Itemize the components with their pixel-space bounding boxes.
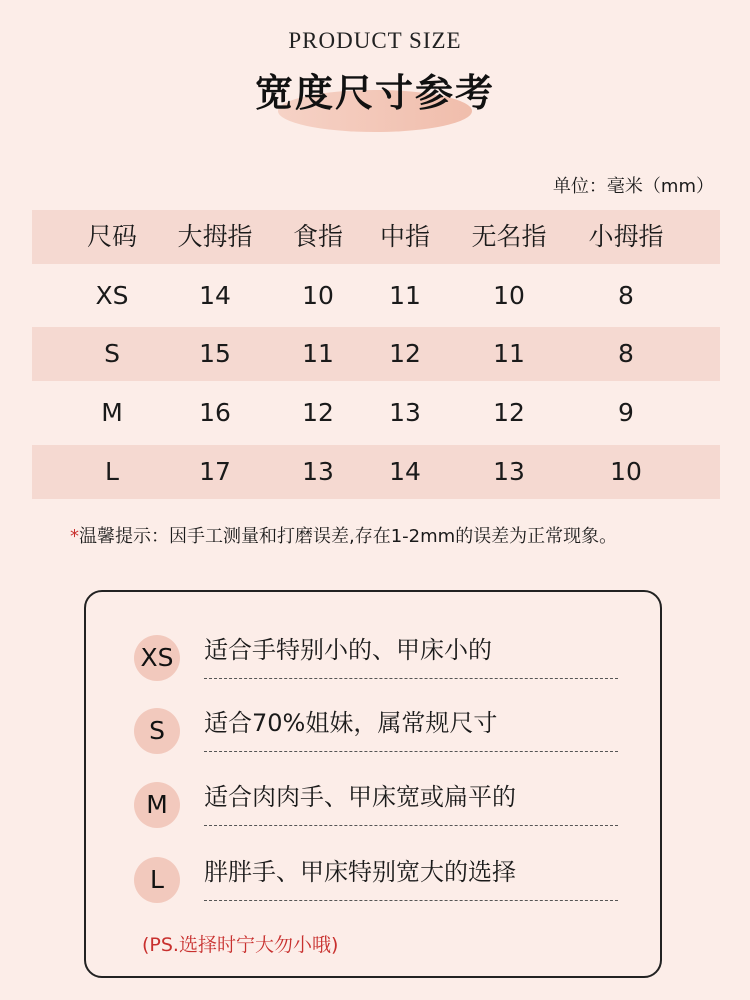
header-cell: 大拇指 <box>177 222 253 251</box>
header-cell: 小拇指 <box>588 222 664 251</box>
size-badge: XS <box>134 635 180 681</box>
size-table <box>32 210 720 503</box>
table-row <box>32 327 720 381</box>
table-cell: 10 <box>302 280 334 310</box>
dashed-divider <box>204 751 618 752</box>
page-title: 宽度尺寸参考 <box>254 71 495 115</box>
table-cell: 14 <box>389 456 421 486</box>
guide-item-xs <box>86 630 660 690</box>
table-cell: 12 <box>389 339 421 369</box>
table-cell: XS <box>95 280 129 310</box>
guide-text: 适合手特别小的、甲床小的 <box>204 636 492 664</box>
header-cell: 食指 <box>292 222 343 251</box>
title-block <box>0 62 750 142</box>
dashed-divider <box>204 900 618 901</box>
table-cell: 11 <box>389 280 421 310</box>
guide-text: 适合70%姐妹，属常规尺寸 <box>204 709 498 737</box>
table-cell: L <box>105 456 119 486</box>
table-row <box>32 445 720 499</box>
table-cell: 8 <box>618 280 634 310</box>
table-cell: 13 <box>389 398 421 428</box>
dashed-divider <box>204 678 618 679</box>
ps-note: (PS.选择时宁大勿小哦) <box>142 934 339 956</box>
table-cell: 15 <box>199 339 231 369</box>
table-cell: 11 <box>493 339 525 369</box>
guide-item-s <box>86 703 660 763</box>
table-header-row <box>32 210 720 264</box>
dashed-divider <box>204 825 618 826</box>
table-cell: 16 <box>199 398 231 428</box>
note-star: * <box>70 526 79 547</box>
table-cell: S <box>104 339 120 369</box>
table-cell: 12 <box>493 398 525 428</box>
table-row <box>32 386 720 440</box>
table-cell: 10 <box>610 456 642 486</box>
size-badge: S <box>134 708 180 754</box>
header-en-title: PRODUCT SIZE <box>288 28 462 53</box>
table-cell: 12 <box>302 398 334 428</box>
table-cell: 14 <box>199 280 231 310</box>
table-cell: 8 <box>618 339 634 369</box>
table-cell: 10 <box>493 280 525 310</box>
guide-item-m <box>86 777 660 837</box>
table-cell: 13 <box>493 456 525 486</box>
header-cell: 中指 <box>379 222 430 251</box>
guide-text: 适合肉肉手、甲床宽或扁平的 <box>204 783 516 811</box>
tip-note <box>70 522 617 548</box>
table-row <box>32 269 720 323</box>
guide-item-l <box>86 852 660 912</box>
note-text: 温馨提示：因手工测量和打磨误差,存在1-2mm的误差为正常现象。 <box>79 526 618 547</box>
table-cell: M <box>101 398 123 428</box>
table-cell: 9 <box>618 398 634 428</box>
size-guide-box <box>84 590 662 978</box>
table-cell: 11 <box>302 339 334 369</box>
header-cell: 无名指 <box>471 222 547 251</box>
size-badge: L <box>134 857 180 903</box>
unit-label: 单位：毫米（mm） <box>552 176 714 197</box>
header-cell: 尺码 <box>86 222 137 251</box>
size-badge: M <box>134 782 180 828</box>
guide-text: 胖胖手、甲床特别宽大的选择 <box>204 858 516 886</box>
table-cell: 13 <box>302 456 334 486</box>
table-cell: 17 <box>199 456 231 486</box>
